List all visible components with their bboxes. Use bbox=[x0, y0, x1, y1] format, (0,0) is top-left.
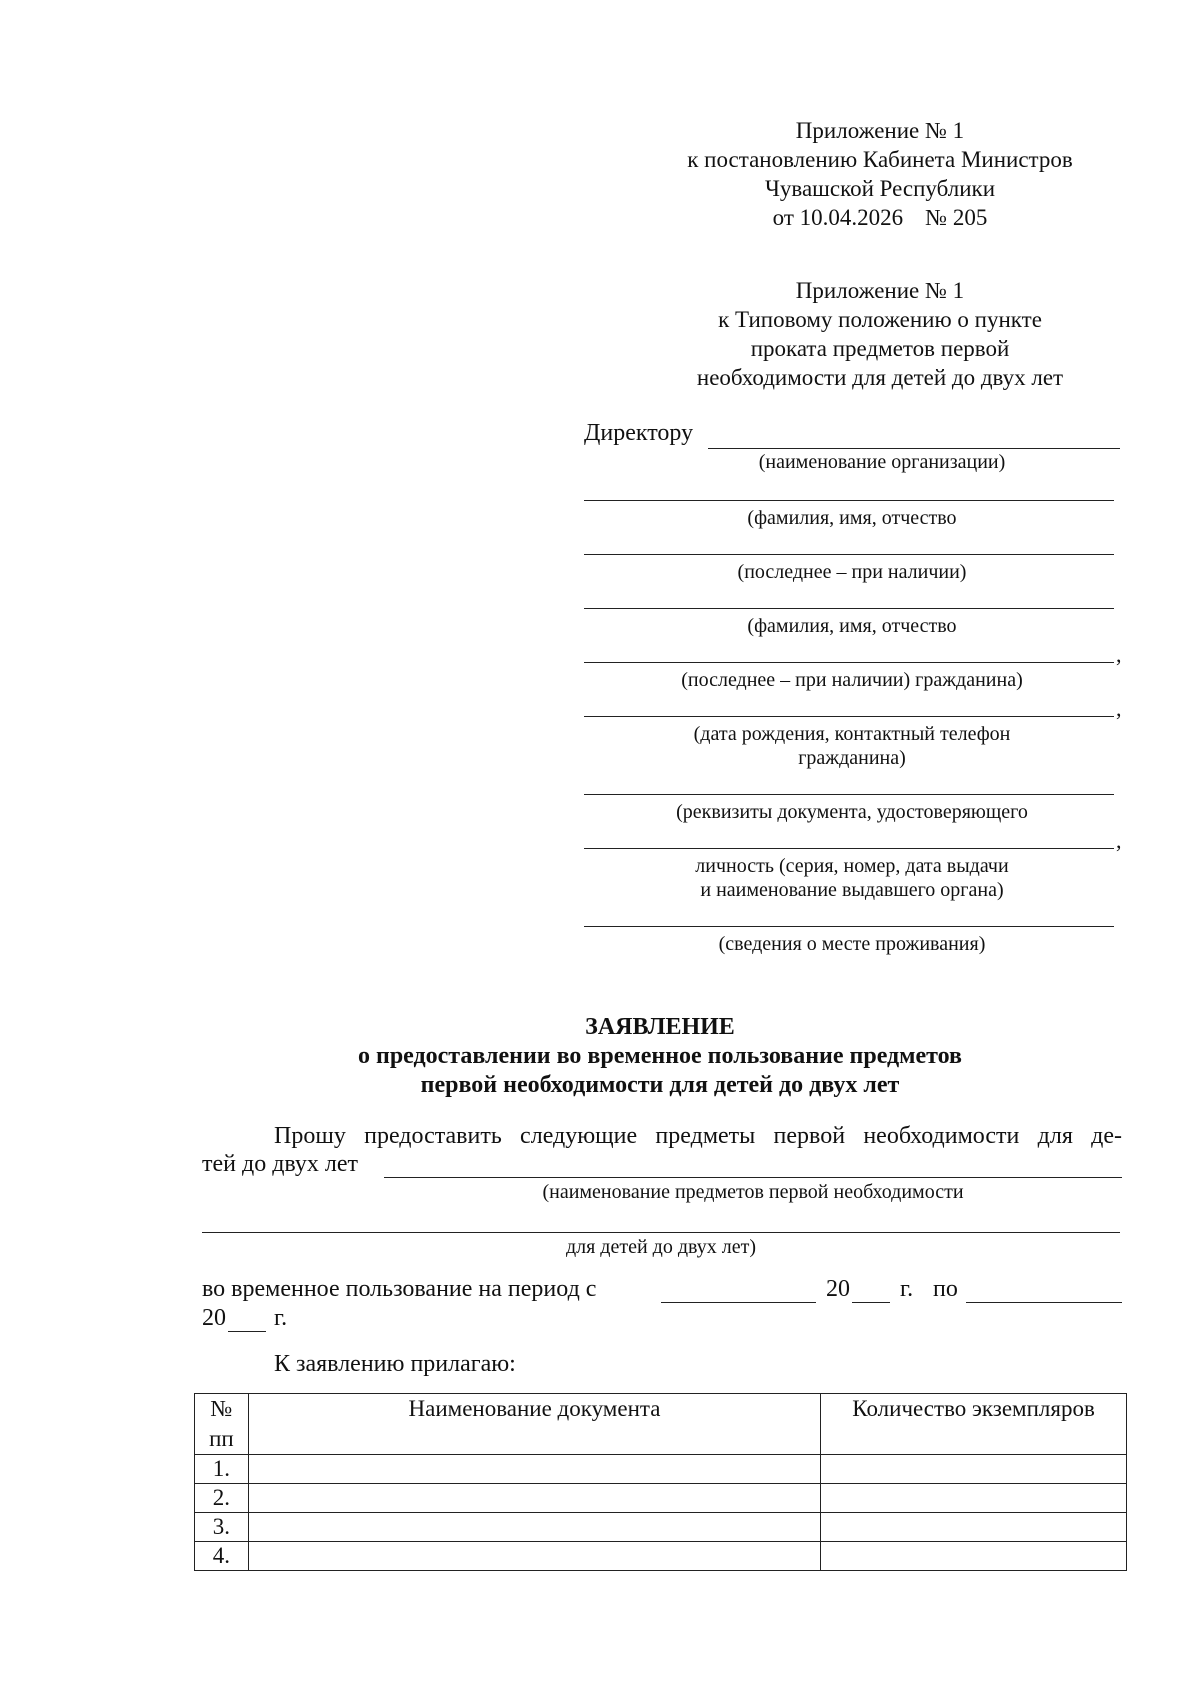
field-caption: (сведения о месте проживания) bbox=[718, 933, 986, 955]
residence-field[interactable] bbox=[584, 926, 1114, 927]
field-caption: (наименование предметов первой необходимости bbox=[542, 1181, 964, 1203]
table-row bbox=[195, 1513, 1127, 1542]
table-header-name: Наименование документа bbox=[248, 1394, 820, 1455]
year-suffix: г. bbox=[900, 1276, 914, 1302]
row-number: 1. bbox=[195, 1455, 249, 1484]
attachments-table bbox=[194, 1393, 1127, 1571]
quantity-cell[interactable] bbox=[821, 1542, 1127, 1571]
paragraph-line: тей до двух лет bbox=[202, 1151, 359, 1177]
appendix-number: № 205 bbox=[925, 205, 988, 230]
row-number: 4. bbox=[195, 1542, 249, 1571]
table-header-qty: Количество экземпляров bbox=[821, 1394, 1127, 1455]
end-year-field[interactable] bbox=[228, 1331, 266, 1332]
title-subtitle: о предоставлении во временное пользование предметов bbox=[357, 1043, 963, 1069]
to-word: по bbox=[933, 1276, 958, 1302]
table-row bbox=[195, 1542, 1127, 1571]
items-field[interactable] bbox=[384, 1177, 1122, 1178]
comma: , bbox=[1116, 696, 1122, 721]
row-number: 3. bbox=[195, 1513, 249, 1542]
quantity-cell[interactable] bbox=[821, 1484, 1127, 1513]
birthdate-phone-field[interactable] bbox=[584, 716, 1114, 717]
field-caption: и наименование выдавшего органа) bbox=[700, 879, 1004, 901]
appendix-date-line bbox=[640, 203, 1120, 232]
addressee-block bbox=[584, 420, 1120, 960]
applicant-name-field[interactable] bbox=[584, 500, 1114, 501]
title-main: ЗАЯВЛЕНИЕ bbox=[585, 1014, 735, 1040]
quantity-cell[interactable] bbox=[821, 1455, 1127, 1484]
appendix-line: необходимости для детей до двух лет bbox=[696, 365, 1064, 390]
field-caption: (последнее – при наличии) гражданина) bbox=[681, 669, 1023, 691]
appendix-line: к постановлению Кабинета Министров bbox=[687, 147, 1073, 172]
field-caption: (фамилия, имя, отчество bbox=[747, 615, 957, 637]
title-subtitle: первой необходимости для детей до двух лет bbox=[420, 1072, 900, 1098]
table-header-num bbox=[195, 1394, 249, 1455]
field-caption: (последнее – при наличии) bbox=[737, 561, 967, 583]
start-date-field[interactable] bbox=[661, 1302, 816, 1303]
citizen-name-field[interactable] bbox=[584, 608, 1114, 609]
appendix-title: Приложение № 1 bbox=[795, 278, 965, 303]
organization-field[interactable] bbox=[708, 448, 1120, 449]
document-name-cell[interactable] bbox=[248, 1513, 820, 1542]
appendix-line: к Типовому положению о пункте bbox=[718, 307, 1042, 332]
comma: , bbox=[1116, 828, 1122, 853]
field-caption: (дата рождения, контактный телефон bbox=[693, 723, 1011, 745]
field-caption: (наименование организации) bbox=[758, 451, 1006, 473]
table-header-row bbox=[195, 1394, 1127, 1455]
quantity-cell[interactable] bbox=[821, 1513, 1127, 1542]
appendix-header-resolution bbox=[640, 116, 1120, 232]
document-name-cell[interactable] bbox=[248, 1542, 820, 1571]
field-caption: (фамилия, имя, отчество bbox=[747, 507, 957, 529]
end-date-field[interactable] bbox=[966, 1302, 1122, 1303]
table-row bbox=[195, 1484, 1127, 1513]
field-caption: личность (серия, номер, дата выдачи bbox=[695, 855, 1009, 877]
applicant-name-field-cont[interactable] bbox=[584, 554, 1114, 555]
appendix-date: от 10.04.2026 bbox=[772, 205, 904, 230]
appendix-header-regulation bbox=[640, 276, 1120, 392]
document-name-cell[interactable] bbox=[248, 1455, 820, 1484]
citizen-name-field-cont[interactable] bbox=[584, 662, 1114, 663]
period-text: во временное пользование на период с bbox=[202, 1276, 597, 1302]
header-text: пп bbox=[209, 1426, 234, 1451]
year-prefix: 20 bbox=[826, 1276, 850, 1302]
year-prefix: 20 bbox=[202, 1305, 226, 1331]
director-label: Директору bbox=[584, 420, 694, 446]
id-document-field[interactable] bbox=[584, 794, 1114, 795]
appendix-title: Приложение № 1 bbox=[795, 118, 965, 143]
items-field-cont[interactable] bbox=[202, 1232, 1120, 1233]
field-caption: для детей до двух лет) bbox=[565, 1236, 757, 1258]
document-title bbox=[180, 1013, 1140, 1100]
appendix-line: Чувашской Республики bbox=[764, 176, 996, 201]
field-caption: (реквизиты документа, удостоверяющего bbox=[676, 801, 1028, 823]
id-document-field-cont[interactable] bbox=[584, 848, 1114, 849]
appendix-line: проката предметов первой bbox=[750, 336, 1010, 361]
year-suffix: г. bbox=[274, 1305, 288, 1331]
row-number: 2. bbox=[195, 1484, 249, 1513]
field-caption: гражданина) bbox=[798, 747, 906, 769]
paragraph-line: Прошу предоставить следующие предметы первой необходимости для де- bbox=[274, 1123, 1122, 1149]
document-name-cell[interactable] bbox=[248, 1484, 820, 1513]
attach-label: К заявлению прилагаю: bbox=[274, 1351, 516, 1377]
comma: , bbox=[1116, 642, 1122, 667]
table-row bbox=[195, 1455, 1127, 1484]
start-year-field[interactable] bbox=[852, 1302, 890, 1303]
header-text: № bbox=[210, 1396, 233, 1421]
